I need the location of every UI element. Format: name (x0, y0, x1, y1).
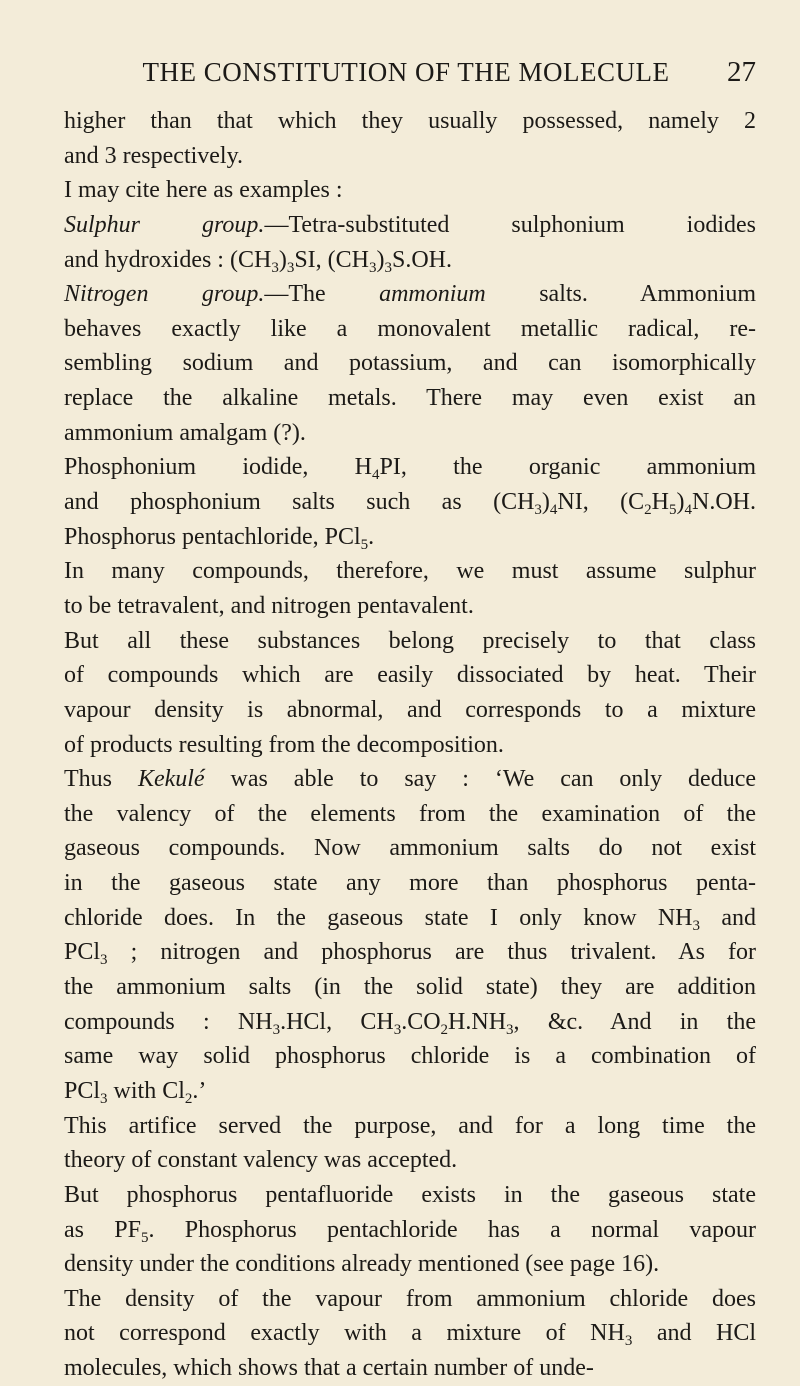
text-line: same way solid phosphorus chloride is a combination of (64, 1043, 756, 1070)
text-line: theory of constant valency was accepted. (64, 1147, 458, 1174)
text-line: in the gaseous state any more than phosphorus penta- (64, 870, 756, 897)
text-line: and hydroxides : $(CH_3)_3SI$, $(CH_3)_3S.OH$. (64, 246, 452, 276)
text-line: But all these substances belong precisely to that class (64, 627, 756, 654)
text-line: as $PF_5$. Phosphorus pentachloride has a normal vapour (64, 1216, 756, 1246)
text-line: Nitrogen group.—The ammonium salts. Ammonium (64, 281, 756, 308)
text-line: to be tetravalent, and nitrogen pentavalent. (64, 592, 474, 619)
text-line: compounds : $NH_3.HCl$, $CH_3.CO_2H.NH_3$, &c. And in the (64, 1008, 756, 1038)
text-line: replace the alkaline metals. There may even exist an (64, 385, 756, 412)
page-number: 27 (727, 56, 756, 88)
text-line: chloride does. In the gaseous state I only know $NH_3$ and (64, 904, 756, 934)
text-line: molecules, which shows that a certain number of unde- (64, 1355, 594, 1382)
text-line: The density of the vapour from ammonium chloride does (64, 1285, 756, 1312)
page-header (126, 52, 756, 92)
text-line: Sulphur group.—Tetra-substituted sulphonium iodides (64, 211, 756, 238)
text-line: of products resulting from the decomposition. (64, 731, 504, 758)
text-line: gaseous compounds. Now ammonium salts do not exist (64, 835, 756, 862)
text-line: and 3 respectively. (64, 142, 244, 169)
text-line: But phosphorus pentafluoride exists in the gaseous state (64, 1181, 756, 1208)
text-line: higher than that which they usually possessed, namely 2 (64, 108, 756, 134)
text-line: the ammonium salts (in the solid state) they are addition (64, 974, 756, 1001)
text-line: not correspond exactly with a mixture of $NH_3$ and HCl (64, 1320, 756, 1350)
text-line: density under the conditions already mentioned (see page 16). (64, 1251, 660, 1278)
text-line: Phosphonium iodide, $H_4PI$, the organic ammonium (64, 454, 756, 484)
running-head: THE CONSTITUTION OF THE MOLECULE (142, 57, 670, 87)
text-line: Thus Kekulé was able to say : ‘We can only deduce (64, 766, 757, 793)
text-line: and phosphonium salts such as $(CH_3)_4NI$, $(C_2H_5)_4N.OH$. (64, 489, 757, 519)
text-line: the valency of the elements from the examination of the (64, 800, 756, 827)
text-line: behaves exactly like a monovalent metallic radical, re- (64, 315, 756, 342)
text-line: sembling sodium and potassium, and can isomorphically (64, 350, 756, 377)
text-line: ammonium amalgam (?). (64, 419, 306, 446)
text-line: In many compounds, therefore, we must assume sulphur (64, 558, 756, 585)
body-text (64, 104, 756, 1386)
text-line: vapour density is abnormal, and corresponds to a mixture (64, 696, 756, 723)
text-line: PCl$_3$ ; nitrogen and phosphorus are thus trivalent. As for (64, 939, 756, 969)
text-line: Phosphorus pentachloride, PCl$_5$. (64, 523, 375, 553)
text-line: This artifice served the purpose, and for a long time the (64, 1112, 756, 1139)
text-line: PCl$_3$ with $Cl_2$.’ (64, 1077, 207, 1107)
text-line: of compounds which are easily dissociated by heat. Their (64, 662, 756, 689)
text-line: I may cite here as examples : (64, 177, 343, 204)
